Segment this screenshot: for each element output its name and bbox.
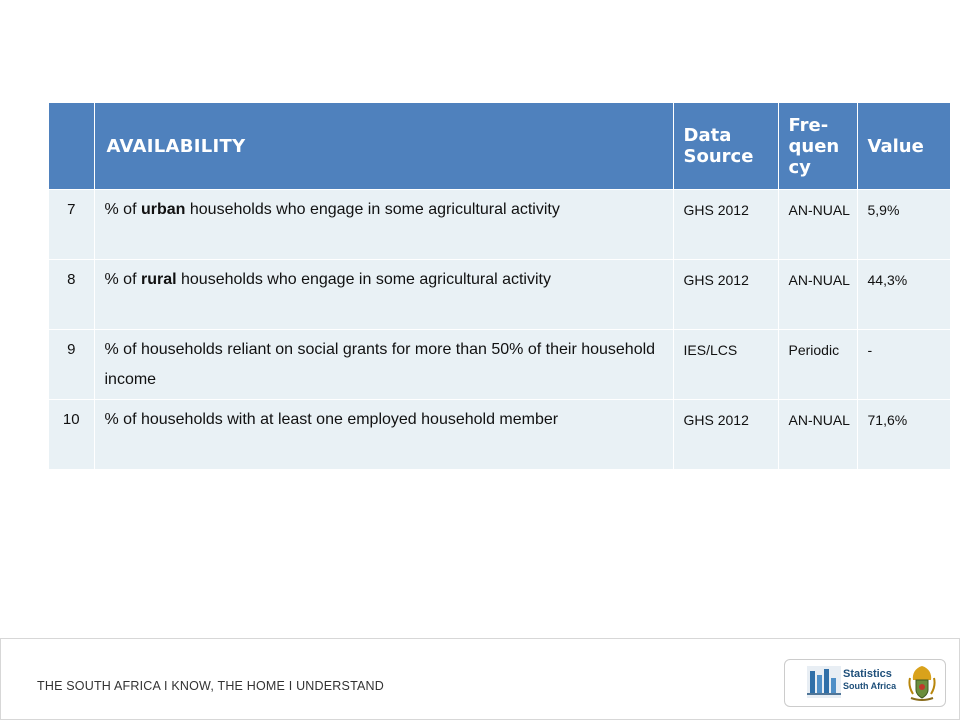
row-frequency: AN-NUAL bbox=[778, 260, 857, 330]
logo-line-south-africa: South Africa bbox=[843, 681, 897, 691]
desc-keyword: urban bbox=[140, 201, 186, 218]
table-row bbox=[49, 260, 950, 330]
row-data-source: IES/LCS bbox=[673, 330, 778, 400]
footer-tagline: THE SOUTH AFRICA I KNOW, THE HOME I UNDERSTAND bbox=[37, 679, 384, 693]
row-frequency: AN-NUAL bbox=[778, 190, 857, 260]
desc-text: % of households reliant on social grants for more than 50% of their household income bbox=[104, 341, 656, 388]
row-number: 7 bbox=[49, 190, 94, 260]
row-description bbox=[94, 400, 673, 470]
row-data-source: GHS 2012 bbox=[673, 190, 778, 260]
coat-of-arms-icon bbox=[907, 664, 937, 702]
row-data-source: GHS 2012 bbox=[673, 260, 778, 330]
footer-bar bbox=[0, 638, 960, 720]
indicator-table bbox=[49, 103, 950, 469]
row-data-source: GHS 2012 bbox=[673, 400, 778, 470]
logo-line-statistics: Statistics bbox=[843, 668, 892, 680]
row-description bbox=[94, 260, 673, 330]
row-description bbox=[94, 190, 673, 260]
desc-text: households who engage in some agricultural activity bbox=[176, 271, 551, 288]
table-row bbox=[49, 400, 950, 470]
row-number: 8 bbox=[49, 260, 94, 330]
desc-text: % of households with at least one employed household member bbox=[104, 411, 559, 428]
header-value: Value bbox=[857, 103, 950, 190]
header-availability: AVAILABILITY bbox=[94, 103, 673, 190]
desc-text: % of bbox=[104, 271, 141, 288]
row-value: 5,9% bbox=[857, 190, 950, 260]
row-number: 9 bbox=[49, 330, 94, 400]
desc-keyword: rural bbox=[140, 271, 177, 288]
row-description bbox=[94, 330, 673, 400]
row-frequency: AN-NUAL bbox=[778, 400, 857, 470]
desc-text: households who engage in some agricultural activity bbox=[185, 201, 560, 218]
row-frequency: Periodic bbox=[778, 330, 857, 400]
header-number bbox=[49, 103, 94, 190]
desc-text: % of bbox=[104, 201, 141, 218]
header-frequency: Fre-quen cy bbox=[778, 103, 857, 190]
table-row bbox=[49, 190, 950, 260]
header-data-source: Data Source bbox=[673, 103, 778, 190]
statistics-south-africa-logo-icon bbox=[807, 666, 841, 698]
logo-text bbox=[843, 668, 896, 692]
row-value: 44,3% bbox=[857, 260, 950, 330]
header-row bbox=[49, 103, 950, 190]
logo-box bbox=[784, 659, 946, 707]
row-value: - bbox=[857, 330, 950, 400]
row-number: 10 bbox=[49, 400, 94, 470]
row-value: 71,6% bbox=[857, 400, 950, 470]
table-row bbox=[49, 330, 950, 400]
